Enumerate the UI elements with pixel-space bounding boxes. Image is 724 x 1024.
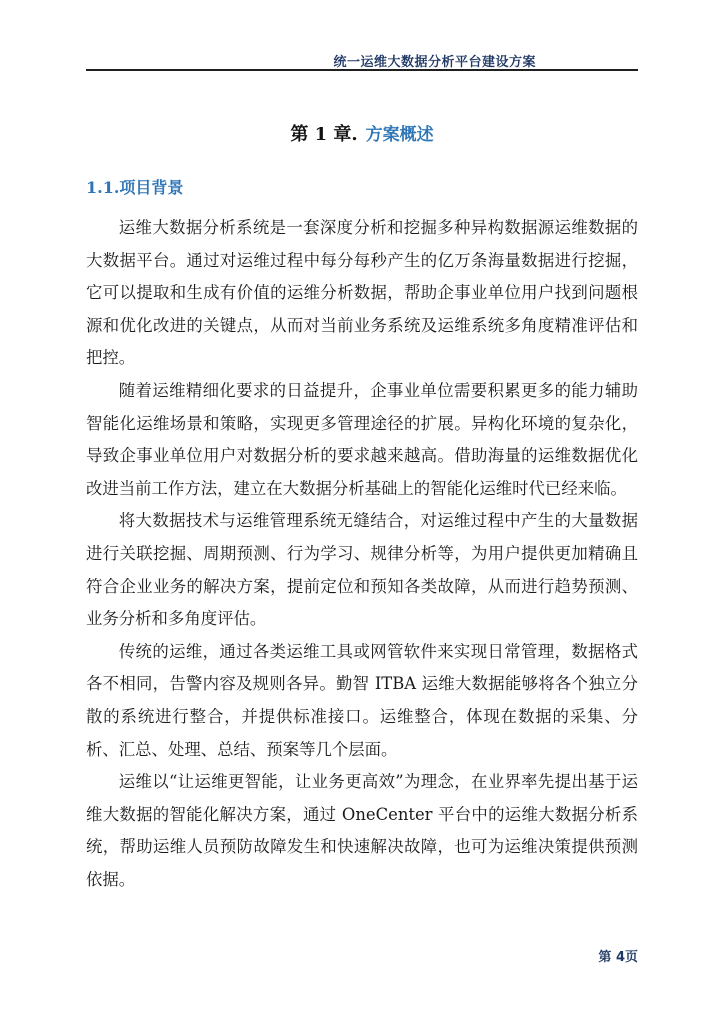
page-number: 第 4页 (598, 950, 638, 965)
paragraph: 运维以“让运维更智能，让业务更高效”为理念，在业界率先提出基于运维大数据的智能化解决方案，通过 OneCenter 平台中的运维大数据分析系统，帮助运维人员预防故障发生和快速解决故障，也可为运维决策提供预测依据。 (86, 772, 638, 889)
paragraph: 随着运维精细化要求的日益提升，企事业单位需要积累更多的能力辅助智能化运维场景和策略，实现更多管理途径的扩展。异构化环境的复杂化，导致企事业单位用户对数据分析的要求越来越高。借助海量的运维数据优化改进当前工作方法，建立在大数据分析基础上的智能化运维时代已经来临。 (86, 380, 638, 498)
paragraph: 传统的运维，通过各类运维工具或网管软件来实现日常管理，数据格式各不相同，告警内容及规则各异。勤智 ITBA 运维大数据能够将各个独立分散的系统进行整合，并提供标准接口。运维整合，体现在数据的采集、分析、汇总、处理、总结、预案等几个层面。 (86, 641, 638, 759)
chapter-heading (0, 120, 724, 146)
chapter-number: 第 1 章. (290, 124, 358, 145)
paragraph: 将大数据技术与运维管理系统无缝结合，对运维过程中产生的大量数据进行关联挖掘、周期预测、行为学习、规律分析等，为用户提供更加精确且符合企业业务的解决方案，提前定位和预知各类故障，从而进行趋势预测、业务分析和多角度评估。 (86, 511, 638, 629)
chapter-title: 方案概述 (365, 125, 434, 145)
paragraph: 运维大数据分析系统是一套深度分析和挖掘多种异构数据源运维数据的大数据平台。通过对运维过程中每分每秒产生的亿万条海量数据进行挖掘，它可以提取和生成有价值的运维分析数据，帮助企事业单位用户找到问题根源和优化改进的关键点，从而对当前业务系统及运维系统多角度精准评估和把控。 (86, 218, 638, 368)
section-heading: 1.1.项目背景 (86, 178, 184, 197)
header-divider (86, 69, 638, 71)
running-header: 统一运维大数据分析平台建设方案 (333, 55, 536, 70)
body-text (86, 212, 638, 896)
